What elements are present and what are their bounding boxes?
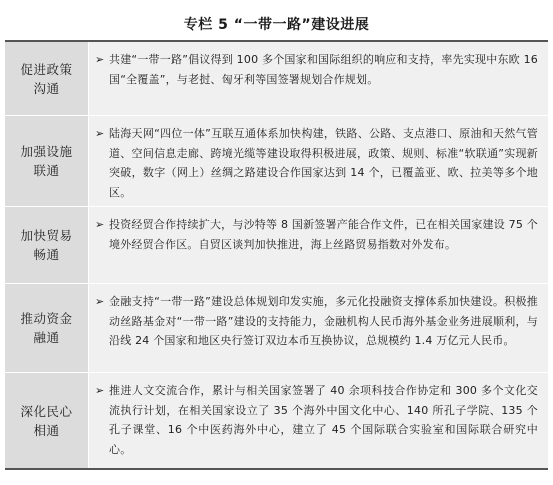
page-title: 专栏 5 “一带一路”建设进展 bbox=[183, 17, 370, 33]
row-label-cell bbox=[5, 116, 89, 206]
row-label-cell bbox=[5, 373, 89, 468]
row-label: 深化民心相通 bbox=[20, 403, 73, 438]
row-content-cell bbox=[89, 42, 548, 115]
table-row bbox=[5, 207, 548, 284]
row-content: 推进人文交流合作，累计与相关国家签署了 40 余项科技合作协定和 300 多个文化交流执行计划，在相关国家设立了 35 个海外中国文化中心、140 所孔子学院、135 个孔子课堂、16 个中医药海外中心，建立了 45 个国际联合实验室和国际联合研究中心。 bbox=[109, 384, 538, 456]
table-row bbox=[5, 284, 548, 373]
row-content: 陆海天网“四位一体”互联互通体系加快构建，铁路、公路、支点港口、原油和天然气管道、空间信息走廊、跨境光缆等建设取得积极进展，政策、规则、标准“软联通”实现新突破，数字（网上）丝绸之路建设合作国家达到 14 个，已覆盖亚、欧、拉美等多个地区。 bbox=[109, 127, 538, 199]
bullet-arrow-icon: ➢ bbox=[95, 53, 105, 66]
row-label: 推动资金融通 bbox=[20, 311, 73, 345]
row-label-cell bbox=[5, 42, 89, 115]
row-content-cell bbox=[89, 116, 548, 206]
row-label: 加强设施联通 bbox=[20, 144, 73, 178]
row-content-cell bbox=[89, 373, 548, 468]
row-label-cell bbox=[5, 284, 89, 372]
row-label: 促进政策沟通 bbox=[20, 61, 73, 96]
row-content: 投资经贸合作持续扩大，与沙特等 8 国新签署产能合作文件，已在相关国家建设 75 个境外经贸合作区。自贸区谈判加快推进，海上丝路贸易指数对外发布。 bbox=[109, 218, 538, 251]
bullet-arrow-icon: ➢ bbox=[95, 384, 105, 397]
row-label-cell bbox=[5, 207, 89, 283]
table-row bbox=[5, 116, 548, 207]
table-row bbox=[5, 373, 548, 468]
row-content-cell bbox=[89, 284, 548, 372]
bullet-arrow-icon: ➢ bbox=[95, 218, 105, 231]
row-content: 共建“一带一路”倡议得到 100 多个国家和国际组织的响应和支持，率先实现中东欧 16 国“全覆盖”，与老挝、匈牙利等国签署规划合作规划。 bbox=[109, 53, 538, 86]
bullet-arrow-icon: ➢ bbox=[95, 127, 105, 140]
progress-table bbox=[5, 40, 548, 470]
bullet-arrow-icon: ➢ bbox=[95, 295, 105, 308]
row-content-cell bbox=[89, 207, 548, 283]
row-label: 加快贸易畅通 bbox=[20, 228, 73, 262]
table-row bbox=[5, 42, 548, 116]
row-content: 金融支持“一带一路”建设总体规划印发实施，多元化投融资支撑体系加快建设。积极推动丝路基金对“一带一路”建设的支持能力，金融机构人民币海外基金业务进展顺利，与沿线 24 个国家和地区央行签订双边本币互换协议，总规模约 1.4 万亿元人民币。 bbox=[109, 295, 538, 347]
